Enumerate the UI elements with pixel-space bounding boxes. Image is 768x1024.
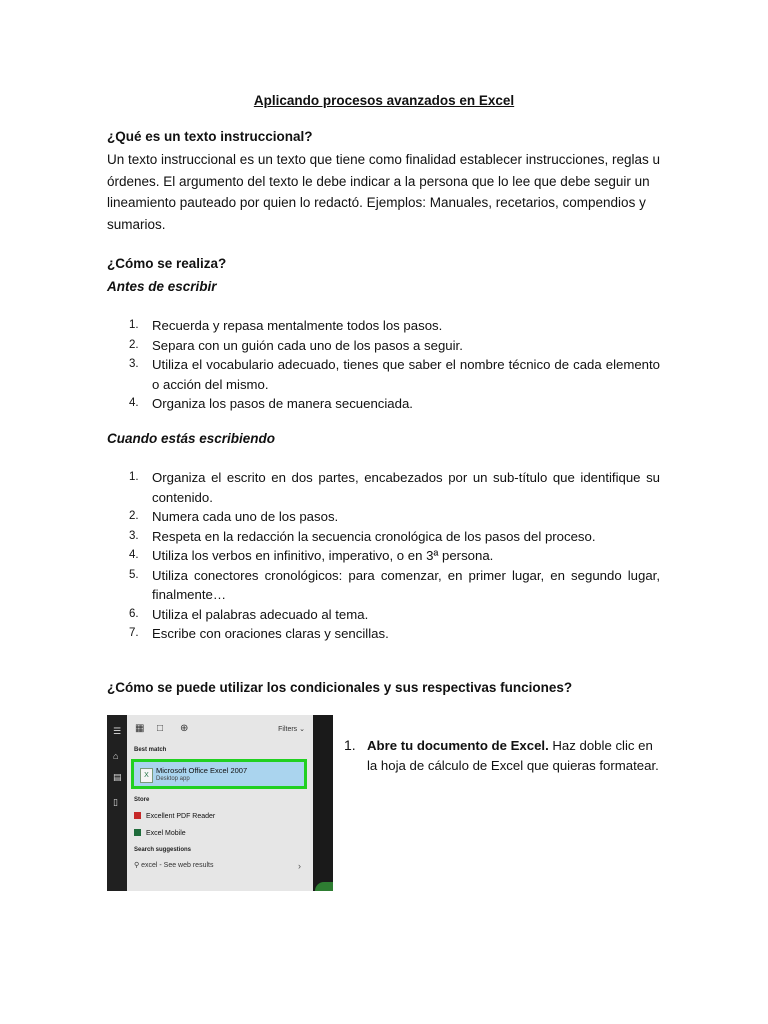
list-item bbox=[107, 546, 660, 566]
best-match-label: Best match bbox=[134, 747, 167, 753]
subheading-before-writing: Antes de escribir bbox=[107, 279, 217, 294]
heading-how-to: ¿Cómo se realiza? bbox=[107, 256, 227, 271]
list-item-number: 4. bbox=[129, 397, 139, 409]
right-strip bbox=[313, 715, 333, 891]
excel-mobile-icon bbox=[134, 829, 141, 836]
list-item bbox=[107, 394, 660, 414]
search-topbar bbox=[127, 715, 313, 743]
list-item-text: Organiza el escrito en dos partes, encabezados por un sub-título que identifique su contenido. bbox=[152, 470, 660, 505]
hamburger-icon: ☰ bbox=[113, 726, 122, 736]
search-suggestion: ⚲ excel - See web results › bbox=[134, 861, 301, 871]
list-item-text: Organiza los pasos de manera secuenciada. bbox=[152, 396, 413, 411]
list-item-text: Escribe con oraciones claras y sencillas. bbox=[152, 626, 389, 641]
start-rail bbox=[107, 715, 127, 891]
step-1-rest: Haz doble clic en la hoja de cálculo de Excel que quieras formatear. bbox=[367, 738, 659, 773]
list-item bbox=[107, 316, 660, 336]
best-match-item bbox=[131, 759, 307, 789]
document-title: Aplicando procesos avanzados en Excel bbox=[253, 93, 515, 108]
store-item-pdf-reader: Excellent PDF Reader bbox=[134, 812, 215, 820]
heading-instructional-text: ¿Qué es un texto instruccional? bbox=[107, 129, 313, 144]
list-item-number: 1. bbox=[129, 471, 139, 483]
list-item-text: Utiliza conectores cronológicos: para comenzar, en primer lugar, en segundo lugar, finalmente… bbox=[152, 567, 660, 602]
step-1 bbox=[344, 736, 664, 775]
list-item-text: Numera cada uno de los pasos. bbox=[152, 509, 339, 524]
best-match-title: Microsoft Office Excel 2007 bbox=[156, 766, 248, 775]
apps-icon: ▦ bbox=[135, 723, 145, 734]
list-item-text: Respeta en la redacción la secuencia cronológica de los pasos del proceso. bbox=[152, 528, 596, 544]
before-writing-list bbox=[107, 316, 660, 414]
web-icon: ⊕ bbox=[180, 723, 189, 734]
excel-app-icon: X bbox=[140, 768, 153, 783]
pdf-reader-icon bbox=[134, 812, 141, 819]
list-item-number: 3. bbox=[129, 529, 139, 542]
list-item bbox=[107, 624, 660, 644]
list-item-text: Separa con un guión cada uno de los pasos a seguir. bbox=[152, 337, 463, 353]
while-writing-list bbox=[107, 468, 660, 644]
store-label: Store bbox=[134, 797, 150, 803]
list-item-text: Utiliza el vocabulario adecuado, tienes que saber el nombre técnico de cada elemento o acción del mismo. bbox=[152, 357, 660, 392]
subheading-while-writing: Cuando estás escribiendo bbox=[107, 431, 276, 446]
list-item-text: Utiliza el palabras adecuado al tema. bbox=[152, 606, 369, 622]
list-item bbox=[107, 527, 660, 547]
search-panel bbox=[127, 715, 313, 891]
step-1-number: 1. bbox=[344, 737, 356, 753]
list-item bbox=[107, 336, 660, 356]
document-icon: ▤ bbox=[113, 772, 122, 782]
heading-conditionals: ¿Cómo se puede utilizar los condicionales y sus respectivas funciones? bbox=[107, 680, 573, 695]
step-1-text bbox=[344, 736, 664, 775]
list-item-number: 4. bbox=[129, 549, 139, 561]
store-item-excel-mobile: Excel Mobile bbox=[134, 829, 186, 837]
list-item-number: 3. bbox=[129, 358, 139, 370]
home-icon: ⌂ bbox=[113, 751, 119, 761]
list-item bbox=[107, 355, 660, 394]
watermark-corner bbox=[315, 882, 333, 891]
list-item-text: Recuerda y repasa mentalmente todos los pasos. bbox=[152, 318, 443, 333]
list-item bbox=[107, 566, 660, 605]
list-item-number: 1. bbox=[129, 319, 139, 331]
filters-dropdown: Filters ⌄ bbox=[278, 726, 305, 733]
list-item-number: 2. bbox=[129, 510, 139, 522]
excel-search-screenshot bbox=[107, 715, 333, 891]
list-item bbox=[107, 507, 660, 527]
list-item bbox=[107, 468, 660, 507]
list-item bbox=[107, 605, 660, 625]
best-match-subtitle: Desktop app bbox=[156, 776, 190, 782]
documents-icon: □ bbox=[157, 723, 164, 734]
list-item-number: 7. bbox=[129, 627, 139, 639]
search-suggestions-label: Search suggestions bbox=[134, 847, 192, 853]
list-item-number: 6. bbox=[129, 607, 139, 620]
step-1-bold: Abre tu documento de Excel. bbox=[367, 738, 549, 753]
list-item-number: 5. bbox=[129, 568, 139, 581]
list-item-text: Utiliza los verbos en infinitivo, imperativo, o en 3ª persona. bbox=[152, 548, 494, 563]
list-item-number: 2. bbox=[129, 338, 139, 351]
instructional-text-paragraph: Un texto instruccional es un texto que tiene como finalidad establecer instrucciones, reglas u órdenes. El argumento del texto le debe indicar a la persona que lo lee que debe seguir un lineamiento pauteado por quien lo redactó. Ejemplos: Manuales, recetarios, compendios y sumarios. bbox=[107, 152, 661, 232]
chevron-right-icon: › bbox=[298, 861, 301, 871]
search-icon: ⚲ bbox=[134, 862, 140, 869]
phone-icon: ▯ bbox=[113, 797, 118, 807]
